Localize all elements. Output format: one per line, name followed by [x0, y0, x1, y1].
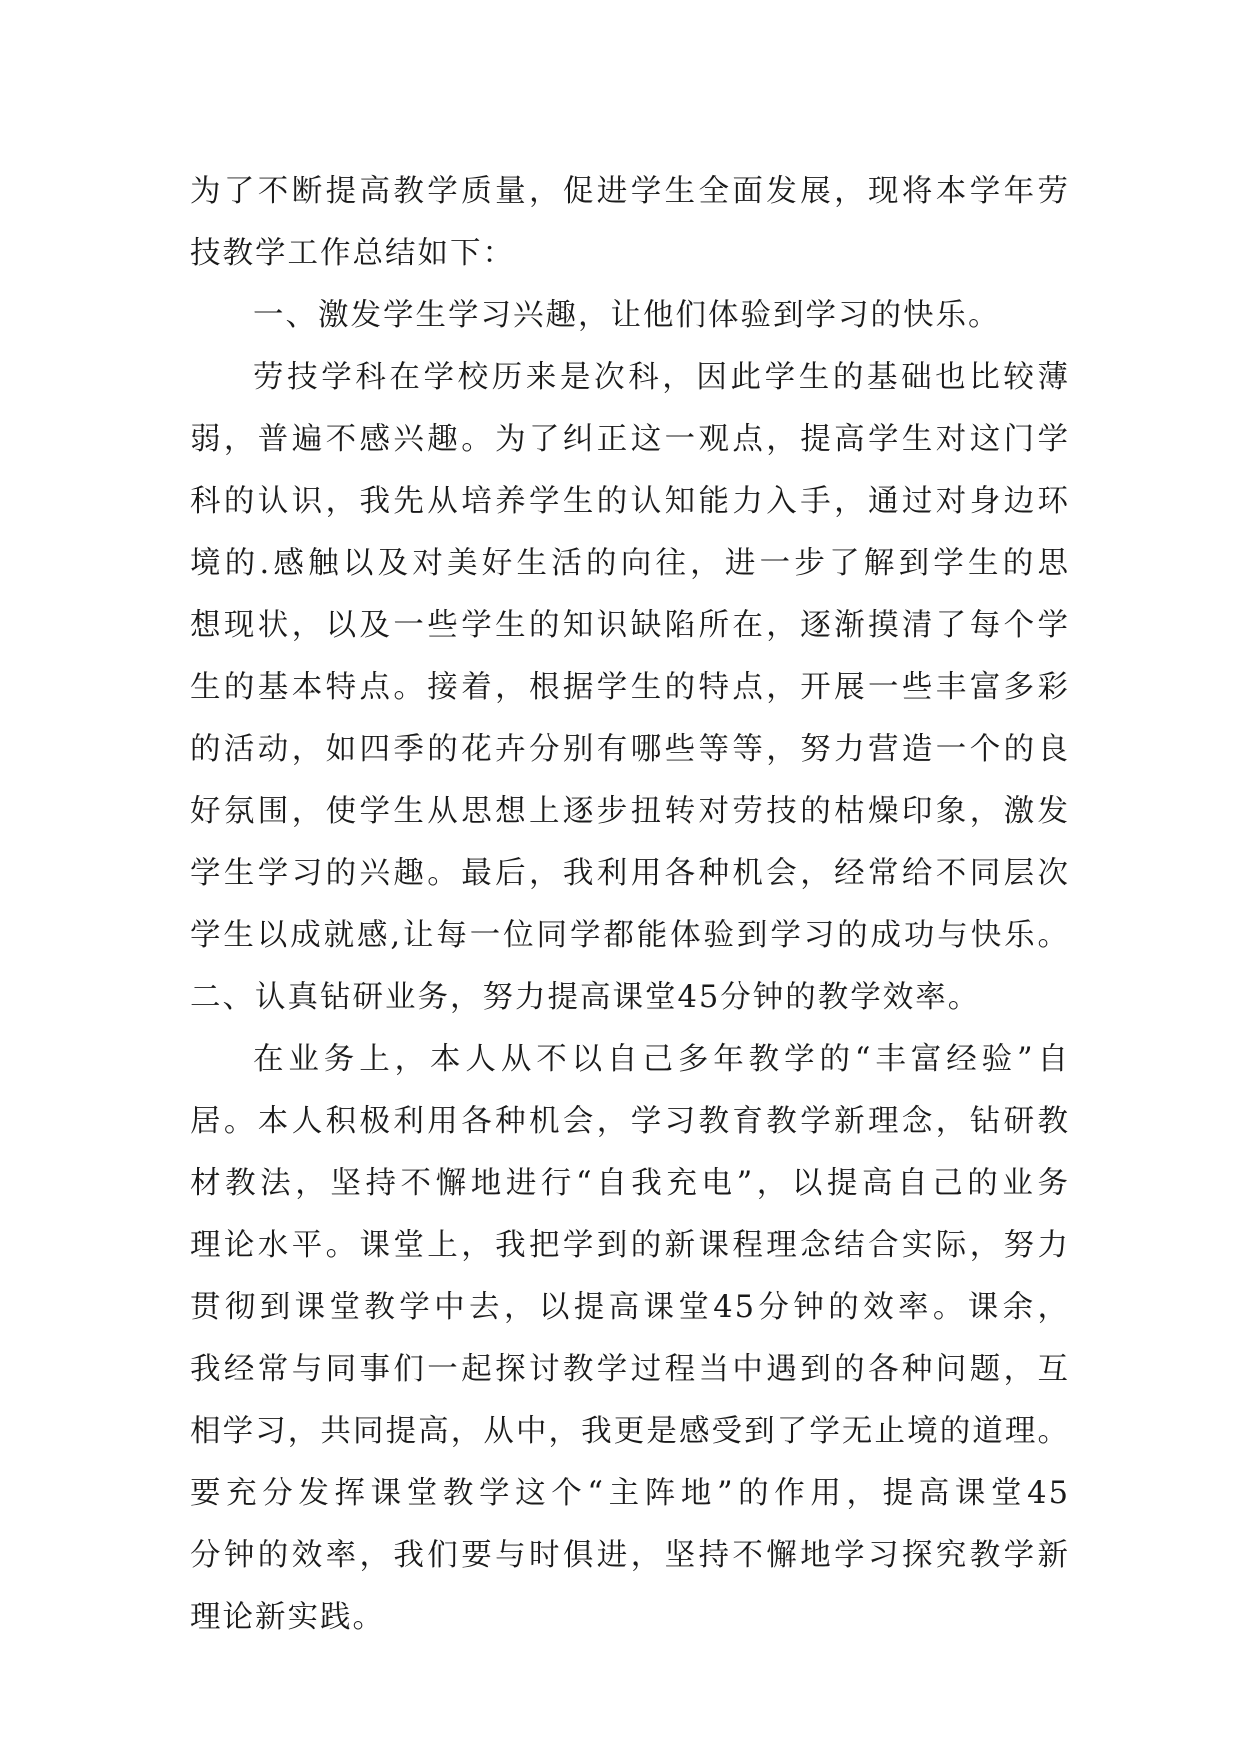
- text-line: 相学习，共同提高，从中，我更是感受到了学无止境的道理。: [190, 1414, 1070, 1449]
- text-line: 为了不断提高教学质量，促进学生全面发展，现将本学年劳: [190, 174, 1070, 209]
- text-line: 理论水平。课堂上，我把学到的新课程理念结合实际，努力: [190, 1228, 1070, 1263]
- text-line: 想现状，以及一些学生的知识缺陷所在，逐渐摸清了每个学: [190, 608, 1070, 643]
- text-line: 弱，普遍不感兴趣。为了纠正这一观点，提高学生对这门学: [190, 422, 1070, 457]
- text-line: 学生学习的兴趣。最后，我利用各种机会，经常给不同层次: [190, 856, 1070, 891]
- text-line: 好氛围，使学生从思想上逐步扭转对劳技的枯燥印象，激发: [190, 794, 1070, 829]
- section-heading: 二、认真钻研业务，努力提高课堂45分钟的教学效率。: [190, 980, 981, 1015]
- text-line: 居。本人积极利用各种机会，学习教育教学新理念，钻研教: [190, 1104, 1070, 1139]
- text-line: 技教学工作总结如下：: [190, 236, 515, 271]
- text-line: 学生以成就感,让每一位同学都能体验到学习的成功与快乐。: [190, 918, 1070, 953]
- text-line: 理论新实践。: [190, 1600, 385, 1635]
- text-line: 贯彻到课堂教学中去，以提高课堂45分钟的效率。课余，: [190, 1290, 1070, 1325]
- text-line: 要充分发挥课堂教学这个“主阵地”的作用，提高课堂45: [190, 1476, 1070, 1511]
- text-line: 我经常与同事们一起探讨教学过程当中遇到的各种问题，互: [190, 1352, 1070, 1387]
- text-line: 科的认识，我先从培养学生的认知能力入手，通过对身边环: [190, 484, 1070, 519]
- text-line: 境的.感触以及对美好生活的向往，进一步了解到学生的思: [190, 546, 1070, 581]
- document-body: [190, 161, 1070, 1649]
- text-line: 分钟的效率，我们要与时俱进，坚持不懈地学习探究教学新: [190, 1538, 1070, 1573]
- section-heading: 一、激发学生学习兴趣，让他们体验到学习的快乐。: [253, 298, 1001, 333]
- text-line: 生的基本特点。接着，根据学生的特点，开展一些丰富多彩: [190, 670, 1070, 705]
- text-line: 在业务上，本人从不以自己多年教学的“丰富经验”自: [253, 1042, 1070, 1077]
- text-line: 的活动，如四季的花卉分别有哪些等等，努力营造一个的良: [190, 732, 1070, 767]
- text-line: 材教法，坚持不懈地进行“自我充电”，以提高自己的业务: [190, 1166, 1070, 1201]
- text-line: 劳技学科在学校历来是次科，因此学生的基础也比较薄: [253, 360, 1070, 395]
